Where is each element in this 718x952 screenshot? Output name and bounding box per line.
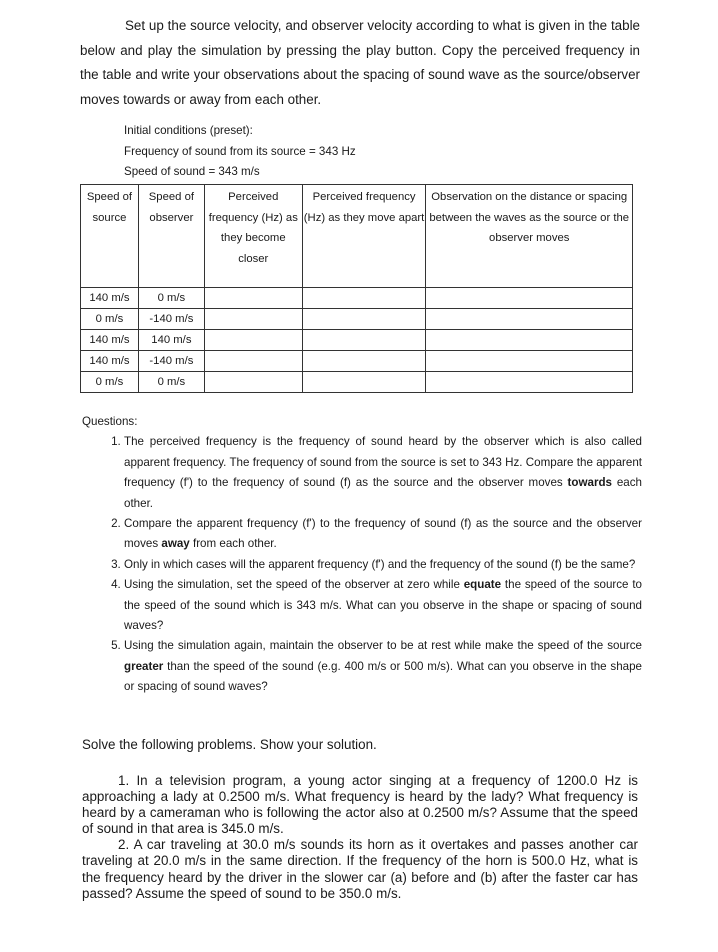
initial-conditions xyxy=(124,121,356,183)
cell-freq-apart[interactable] xyxy=(302,372,426,393)
cell-freq-apart[interactable] xyxy=(302,309,426,330)
cell-observation[interactable] xyxy=(426,288,633,309)
cell-observation[interactable] xyxy=(426,330,633,351)
conditions-speed: Speed of sound = 343 m/s xyxy=(124,165,260,178)
cell-source-speed: 140 m/s xyxy=(81,288,139,309)
question-item: 5. Using the simulation again, maintain the observer to be at rest while make the speed of the source greater than the speed of the sound (e.g. 400 m/s or 500 m/s). What can you observe in the shape or spacing of sound waves? xyxy=(124,636,642,697)
header-freq-apart: Perceived frequency (Hz) as they move apart xyxy=(302,185,426,288)
cell-source-speed: 140 m/s xyxy=(81,351,139,372)
problems-section xyxy=(82,773,638,902)
table-row xyxy=(81,372,633,393)
data-table xyxy=(80,184,633,393)
cell-observation[interactable] xyxy=(426,351,633,372)
cell-observer-speed: -140 m/s xyxy=(138,351,204,372)
cell-observation[interactable] xyxy=(426,372,633,393)
questions-section xyxy=(82,412,642,698)
problem-item: 1. In a television program, a young actor singing at a frequency of 1200.0 Hz is approaching a lady at 0.2500 m/s. What frequency is heard by the lady? What frequency is heard by a cameraman who is following the actor also at 0.2500 m/s? Assume that the speed of sound in that area is 345.0 m/s. xyxy=(82,773,638,837)
cell-source-speed: 0 m/s xyxy=(81,309,139,330)
questions-list xyxy=(82,432,642,697)
cell-observer-speed: -140 m/s xyxy=(138,309,204,330)
table-row xyxy=(81,330,633,351)
header-speed-source: Speed of source xyxy=(81,185,139,288)
cell-observation[interactable] xyxy=(426,309,633,330)
header-speed-observer: Speed of observer xyxy=(138,185,204,288)
instructions-text: Set up the source velocity, and observer velocity according to what is given in the table below and play the simulation by pressing the play button. Copy the perceived frequency in the table and write your observations about the spacing of sound wave as the source/observer moves towards or away from each other. xyxy=(80,18,640,107)
table-header-row xyxy=(81,185,633,288)
cell-observer-speed: 0 m/s xyxy=(138,288,204,309)
conditions-frequency: Frequency of sound from its source = 343 Hz xyxy=(124,144,356,158)
table-row xyxy=(81,288,633,309)
question-item: 3. Only in which cases will the apparent frequency (f') and the frequency of the sound (f) be the same? xyxy=(124,555,642,575)
cell-freq-apart[interactable] xyxy=(302,288,426,309)
header-freq-closer: Perceived frequency (Hz) as they become closer xyxy=(204,185,302,288)
cell-freq-closer[interactable] xyxy=(204,288,302,309)
solve-heading: Solve the following problems. Show your solution. xyxy=(82,737,377,752)
question-item: 2. Compare the apparent frequency (f') to the frequency of sound (f) as the source and the observer moves away from each other. xyxy=(124,514,642,555)
question-item: 1. The perceived frequency is the frequency of sound heard by the observer which is also called apparent frequency. The frequency of sound from the source is set to 343 Hz. Compare the apparent frequency (f') to the frequency of sound (f) as the source and the observer moves towards each other. xyxy=(124,432,642,514)
cell-source-speed: 0 m/s xyxy=(81,372,139,393)
cell-source-speed: 140 m/s xyxy=(81,330,139,351)
table-row xyxy=(81,351,633,372)
cell-freq-closer[interactable] xyxy=(204,309,302,330)
problem-item: 2. A car traveling at 30.0 m/s sounds its horn as it overtakes and passes another car traveling at 20.0 m/s in the same direction. If the frequency of the horn is 500.0 Hz, what is the frequency heard by the driver in the slower car (a) before and (b) after the faster car has passed? Assume the speed of sound to be 350.0 m/s. xyxy=(82,837,638,901)
header-observation: Observation on the distance or spacing between the waves as the source or the observer moves xyxy=(426,185,633,288)
table-row xyxy=(81,309,633,330)
cell-freq-apart[interactable] xyxy=(302,330,426,351)
instructions-paragraph xyxy=(80,14,640,112)
cell-freq-closer[interactable] xyxy=(204,330,302,351)
cell-freq-apart[interactable] xyxy=(302,351,426,372)
questions-title: Questions: xyxy=(82,415,138,428)
cell-freq-closer[interactable] xyxy=(204,351,302,372)
conditions-title: Initial conditions (preset): xyxy=(124,124,253,137)
cell-observer-speed: 0 m/s xyxy=(138,372,204,393)
question-item: 4. Using the simulation, set the speed of the observer at zero while equate the speed of the source to the speed of the sound which is 343 m/s. What can you observe in the shape or spacing of sound waves? xyxy=(124,575,642,636)
cell-observer-speed: 140 m/s xyxy=(138,330,204,351)
cell-freq-closer[interactable] xyxy=(204,372,302,393)
